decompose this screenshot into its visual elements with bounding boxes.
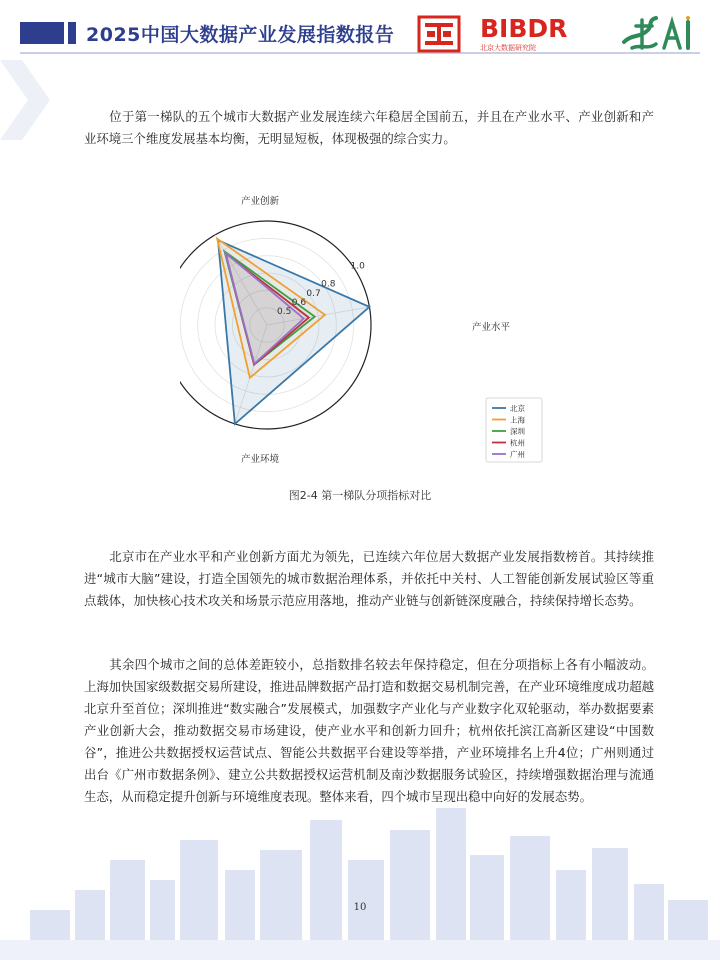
seal-logo-icon: [416, 14, 462, 54]
radial-tick-label: 0.5: [277, 307, 292, 318]
legend-label: 深圳: [510, 427, 525, 436]
paragraph-intro: 位于第一梯队的五个城市大数据产业发展连续六年稳居全国前五，并且在产业水平、产业创新和产业环境三个维度发展基本均衡，无明显短板，体现极强的综合实力。: [84, 109, 654, 146]
chart-legend: [486, 398, 542, 462]
legend-label: 广州: [510, 450, 525, 459]
figure-caption: 图2-4 第一梯队分项指标对比: [288, 489, 432, 502]
radial-tick-label: 1.0: [350, 261, 365, 272]
page-number: 10: [353, 902, 367, 913]
paragraph-beijing: 北京市在产业水平和产业创新方面尤为领先，已连续六年位居大数据产业发展指数榜首。其持续推进“城市大脑”建设，打造全国领先的城市数据治理体系，并依托中关村、人工智能创新发展试验区等重点载体，加快核心技术攻关和场景示范应用落地，推动产业链与创新链深度融合，持续保持增长态势。: [84, 549, 654, 608]
city-skyline-watermark-icon: [0, 800, 720, 960]
radial-tick-label: 0.8: [321, 279, 336, 290]
header-accent-bar: [20, 22, 64, 44]
report-title: 2025中国大数据产业发展指数报告: [86, 24, 395, 46]
bibdr-logo: BIBDR 北京大数据研究院: [480, 14, 568, 52]
su-ai-logo-icon: [618, 12, 698, 56]
radar-chart: [180, 180, 560, 480]
radial-tick-label: 0.7: [306, 288, 321, 299]
axis-label: 产业水平: [472, 322, 511, 333]
chevron-decoration-icon: [0, 60, 60, 140]
legend-label: 杭州: [510, 438, 525, 448]
paragraph-other-cities: 其余四个城市之间的总体差距较小，总指数排名较去年保持稳定，但在分项指标上各有小幅波动。上海加快国家级数据交易所建设，推进品牌数据产品打造和数据交易机制完善，在产业环境维度成功超越北京升至首位；深圳推进“数实融合”发展模式，加强数字产业化与产业数字化双轮驱动，举办数据要素产业创新大会，推动数据交易市场建设，使产业水平和创新力回升；杭州依托滨江高新区建设“中国数谷”，推进公共数据授权运营试点、智能公共数据平台建设等举措，产业环境排名上升4位；广州则通过出台《广州市数据条例》、建立公共数据授权运营机制及南沙数据服务试验区，持续增强数据治理与流通生态，从而稳定提升创新与环境维度表现。整体来看，四个城市呈现出稳中向好的发展态势。: [84, 657, 654, 804]
radar-series: [217, 239, 369, 424]
radial-tick-label: 0.6: [291, 298, 307, 308]
legend-label: 上海: [510, 415, 525, 425]
header-accent-stripe: [68, 22, 76, 44]
legend-label: 北京: [510, 404, 525, 413]
axis-label: 产业环境: [240, 454, 280, 465]
axis-label: 产业创新: [240, 196, 280, 207]
